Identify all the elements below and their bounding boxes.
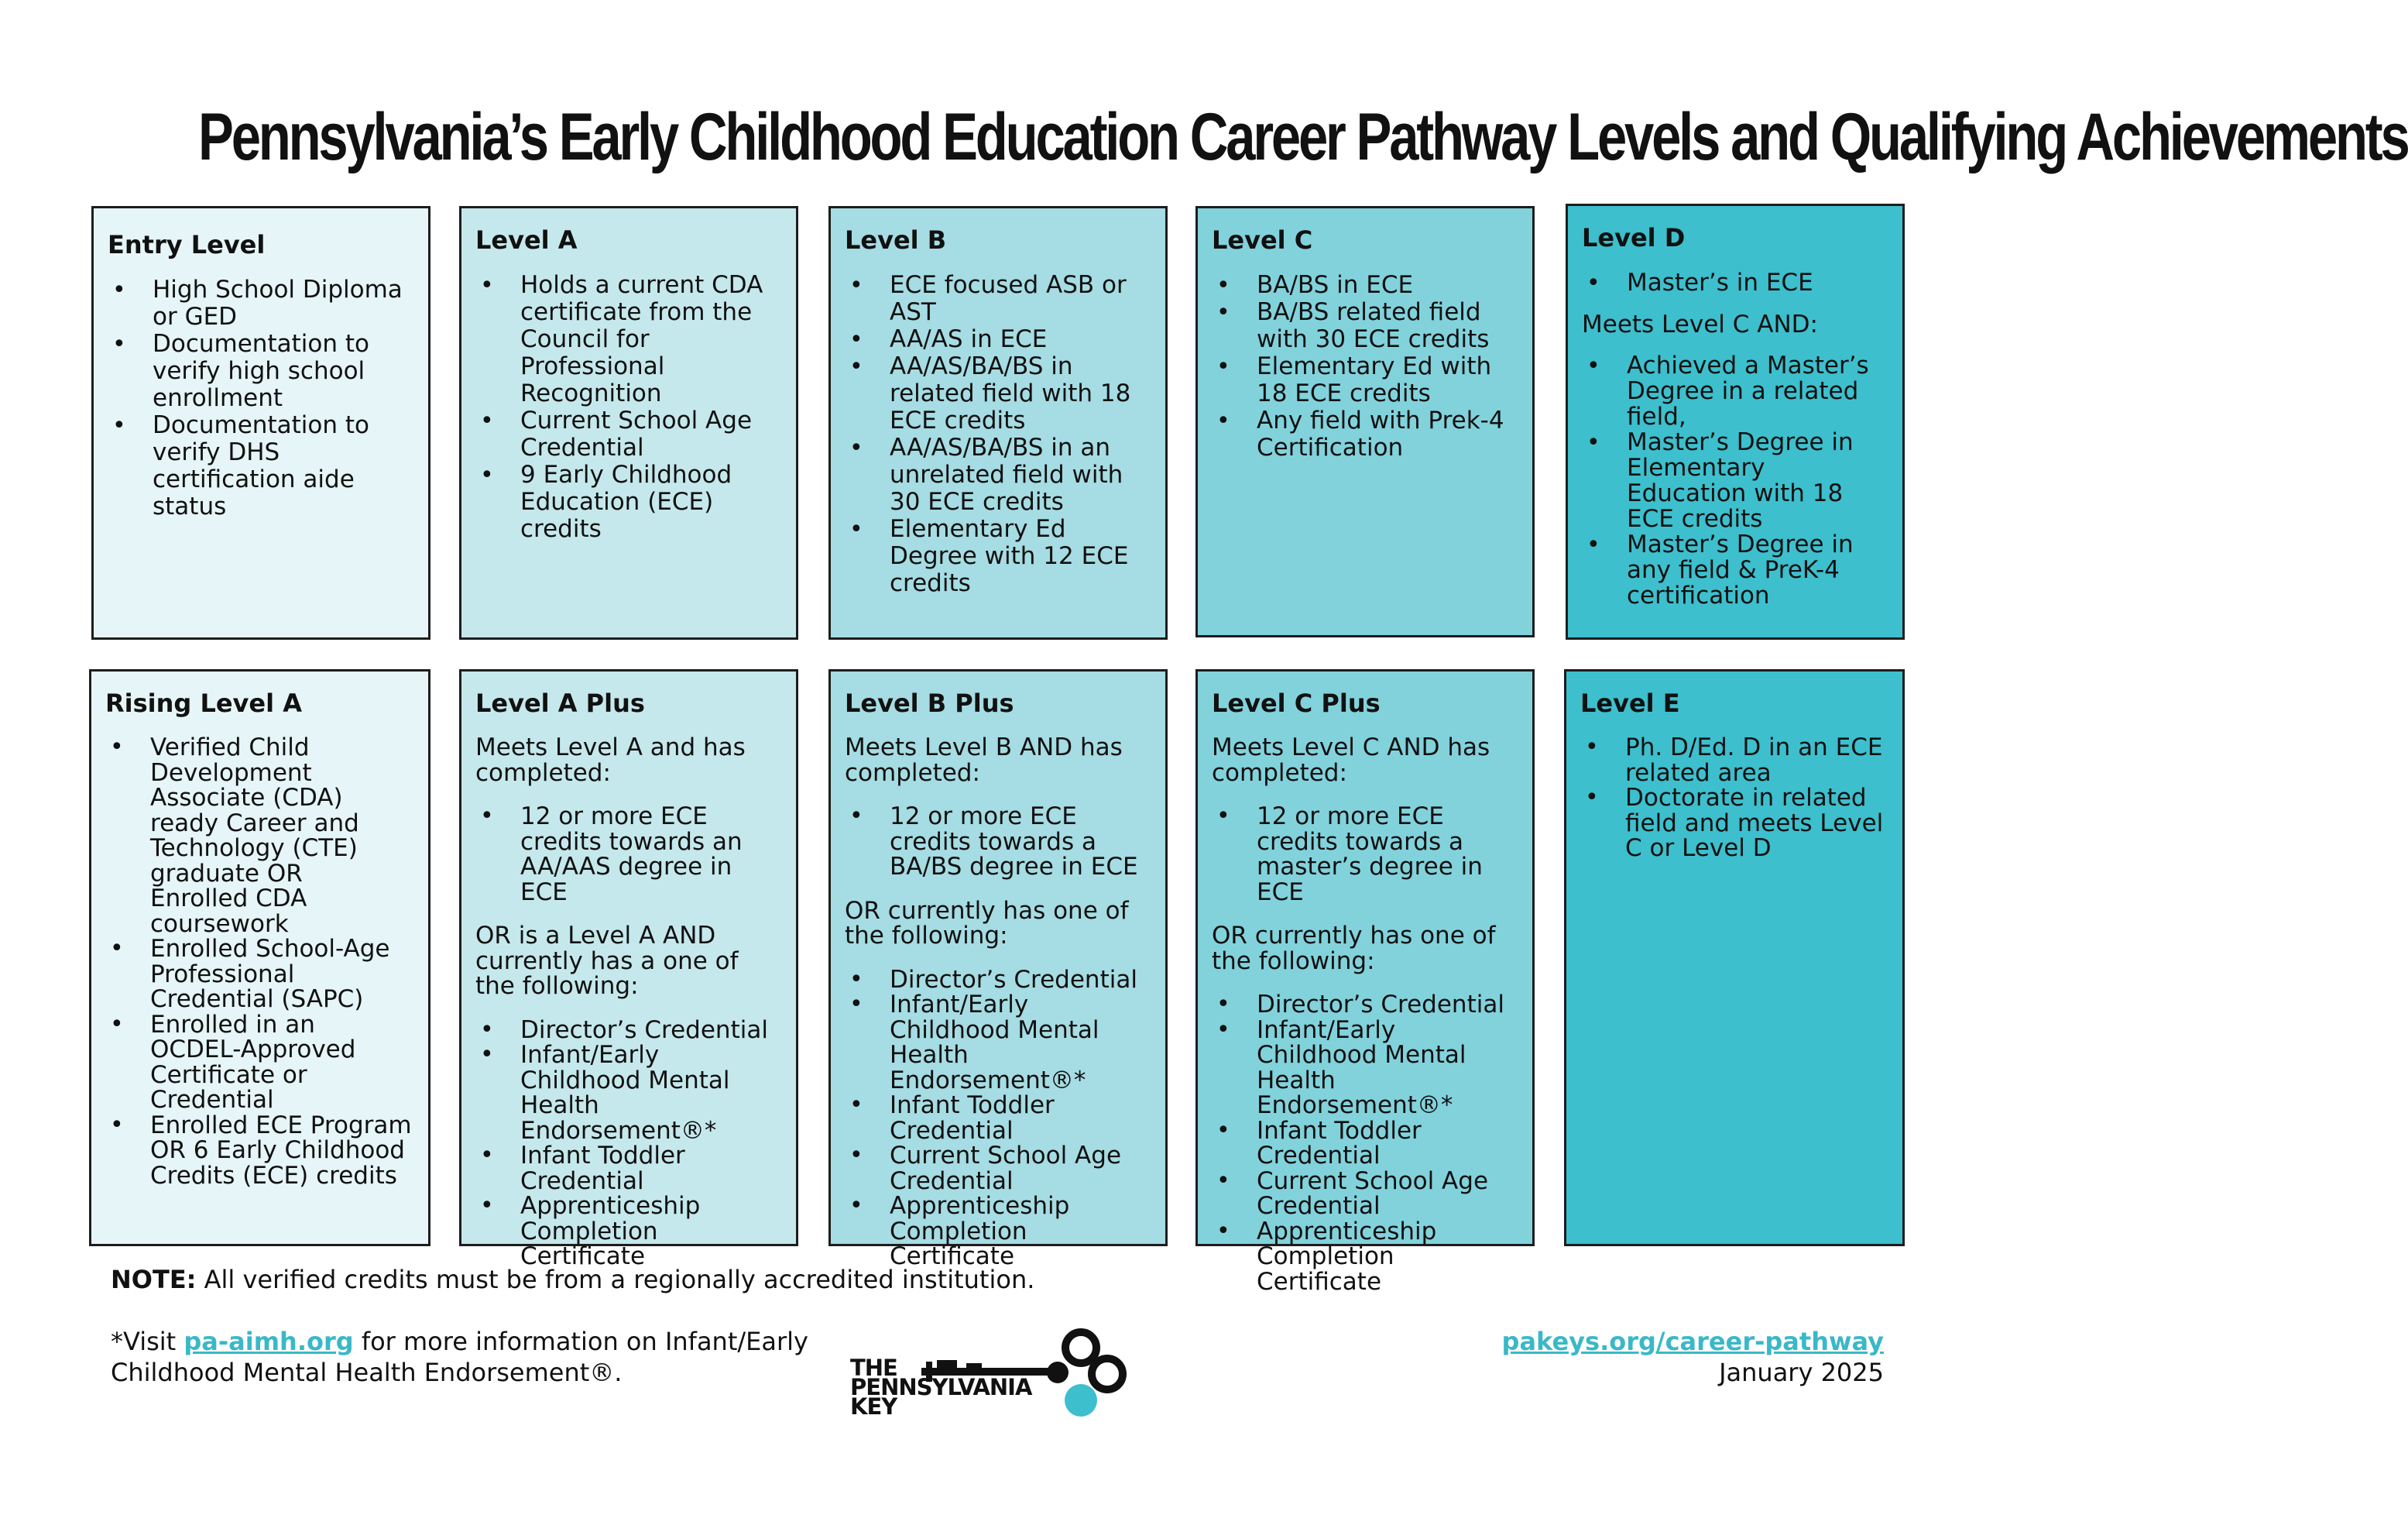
visit-text xyxy=(111,1326,808,1388)
list-item: • Apprenticeship Completion Certificate xyxy=(1212,1219,1518,1295)
list-item: • Master’s Degree in Elementary Education with 18 ECE credits xyxy=(1582,430,1888,532)
card-title: Level C xyxy=(1212,225,1313,255)
list-item: • Current School Age Credential xyxy=(1212,1169,1518,1219)
list-item: • Infant Toddler Credential xyxy=(845,1093,1151,1143)
list-item: • Documentation to verify DHS certification aide status xyxy=(108,412,414,520)
list-item: • BA/BS in ECE xyxy=(1212,272,1518,299)
requirements-list xyxy=(108,277,414,520)
list-item: • Ph. D/Ed. D in an ECE related area xyxy=(1580,735,1888,785)
card-title: Level D xyxy=(1582,223,1686,252)
requirements-list xyxy=(105,735,414,1188)
card-rising-level-a xyxy=(89,669,430,1246)
card-title: Level E xyxy=(1580,689,1680,718)
card-intro: Meets Level C AND has completed: xyxy=(1212,733,1490,787)
card-entry-level xyxy=(91,206,430,640)
visit-line2: Childhood Mental Health Endorsement®. xyxy=(111,1358,623,1387)
card-title: Entry Level xyxy=(108,230,266,259)
page-title: Pennsylvania’s Early Childhood Education Career Pathway Levels and Qualifying Achievements xyxy=(198,100,2408,174)
card-level-a xyxy=(459,206,798,640)
list-item: • 9 Early Childhood Education (ECE) credits xyxy=(475,462,782,543)
list-item: • Current School Age Credential xyxy=(845,1143,1151,1194)
card-title: Level B xyxy=(845,225,947,255)
list-item: • BA/BS related field with 30 ECE credits xyxy=(1212,299,1518,353)
card-title: Rising Level A xyxy=(105,689,302,718)
visit-line1: for more information on Infant/Early xyxy=(361,1327,808,1356)
logo-line: THE xyxy=(850,1355,897,1381)
requirements-list xyxy=(1212,272,1518,462)
card-level-a-plus xyxy=(459,669,798,1270)
requirements-list xyxy=(845,272,1151,597)
requirements-list xyxy=(1212,992,1518,1294)
requirements-list xyxy=(1582,353,1888,609)
list-item: • Holds a current CDA certificate from the Council for Professional Recognition xyxy=(475,272,782,407)
card-level-c-plus xyxy=(1195,669,1535,1296)
list-item: • Documentation to verify high school enrollment xyxy=(108,331,414,412)
requirements-list xyxy=(1582,270,1888,297)
card-level-b-plus xyxy=(828,669,1168,1270)
requirements-list xyxy=(1212,804,1518,905)
list-item: • Director’s Credential xyxy=(845,967,1151,993)
note-label: NOTE: xyxy=(111,1265,197,1294)
pakeys-career-pathway-link[interactable]: pakeys.org/career-pathway xyxy=(1501,1327,1884,1356)
list-item: • Any field with Prek-4 Certification xyxy=(1212,407,1518,462)
list-item: • Apprenticeship Completion Certificate xyxy=(845,1194,1151,1269)
list-item: • Elementary Ed with 18 ECE credits xyxy=(1212,353,1518,407)
list-item: • Enrolled in an OCDEL-Approved Certificate or Credential xyxy=(105,1012,414,1113)
list-item: • Doctorate in related field and meets Level C or Level D xyxy=(1580,785,1888,861)
list-item: • Infant Toddler Credential xyxy=(475,1143,782,1194)
list-item: • Enrolled School-Age Professional Credential (SAPC) xyxy=(105,936,414,1012)
card-level-c xyxy=(1195,206,1535,637)
card-intro: Meets Level B AND has completed: xyxy=(845,733,1123,787)
logo-text xyxy=(850,1355,1032,1420)
list-item: • Current School Age Credential xyxy=(475,407,782,462)
card-level-b xyxy=(828,206,1168,640)
logo-line: PENNSYLVANIA xyxy=(850,1374,1032,1400)
card-title: Level B Plus xyxy=(845,689,1014,718)
list-item: • Elementary Ed Degree with 12 ECE credits xyxy=(845,516,1151,597)
pennsylvania-key-logo xyxy=(850,1321,1129,1430)
requirements-list xyxy=(475,804,782,905)
card-title: Level A xyxy=(475,225,578,255)
note-text xyxy=(111,1265,1034,1294)
card-title: Level C Plus xyxy=(1212,689,1381,718)
requirements-list xyxy=(1580,735,1888,861)
list-item: • 12 or more ECE credits towards a master’s degree in ECE xyxy=(1212,804,1518,905)
list-item: • Infant/Early Childhood Mental Health Endorsement®* xyxy=(475,1043,782,1143)
list-item: • Achieved a Master’s Degree in a related field, xyxy=(1582,353,1888,430)
list-item: • High School Diploma or GED xyxy=(108,277,414,331)
list-item: • Apprenticeship Completion Certificate xyxy=(475,1194,782,1269)
publish-date: January 2025 xyxy=(1719,1358,1884,1387)
list-item: • Infant Toddler Credential xyxy=(1212,1118,1518,1169)
card-intro: Meets Level A and has completed: xyxy=(475,733,746,787)
list-item: • AA/AS/BA/BS in related field with 18 ECE credits xyxy=(845,353,1151,435)
note-body: All verified credits must be from a regionally accredited institution. xyxy=(204,1265,1035,1294)
pa-aimh-link[interactable]: pa-aimh.org xyxy=(184,1327,354,1356)
card-title: Level A Plus xyxy=(475,689,645,718)
card-or-text: OR currently has one of the following: xyxy=(845,896,1129,950)
requirements-list xyxy=(845,967,1151,1269)
list-item: • Director’s Credential xyxy=(475,1018,782,1043)
list-item: • Enrolled ECE Program OR 6 Early Childhood Credits (ECE) credits xyxy=(105,1113,414,1189)
card-level-d xyxy=(1566,204,1905,640)
footer-right xyxy=(1502,1326,1884,1388)
list-item: • Infant/Early Childhood Mental Health Endorsement®* xyxy=(1212,1018,1518,1118)
list-item: • 12 or more ECE credits towards a BA/BS degree in ECE xyxy=(845,804,1151,880)
list-item: • AA/AS/BA/BS in an unrelated field with 30 ECE credits xyxy=(845,435,1151,516)
visit-prefix: *Visit xyxy=(111,1327,177,1356)
logo-line: KEY xyxy=(850,1393,897,1420)
list-item: • Master’s Degree in any field & PreK-4 certification xyxy=(1582,532,1888,609)
card-or-text: OR is a Level A AND currently has a one of the following: xyxy=(475,922,739,1000)
list-item: • 12 or more ECE credits towards an AA/AAS degree in ECE xyxy=(475,804,782,905)
list-item: • Infant/Early Childhood Mental Health Endorsement®* xyxy=(845,992,1151,1093)
card-text: Meets Level C AND: xyxy=(1582,311,1818,338)
list-item: • Master’s in ECE xyxy=(1582,270,1888,297)
requirements-list xyxy=(475,1015,782,1270)
list-item: • AA/AS in ECE xyxy=(845,326,1151,353)
requirements-list xyxy=(475,272,782,543)
card-level-e xyxy=(1564,669,1905,1246)
requirements-list xyxy=(845,804,1151,880)
list-item: • Director’s Credential xyxy=(1212,992,1518,1018)
list-item: • ECE focused ASB or AST xyxy=(845,272,1151,326)
card-or-text: OR currently has one of the following: xyxy=(1212,922,1496,975)
list-item: • Verified Child Development Associate (CDA) ready Career and Technology (CTE) graduate OR Enrolled CDA coursework xyxy=(105,735,414,936)
